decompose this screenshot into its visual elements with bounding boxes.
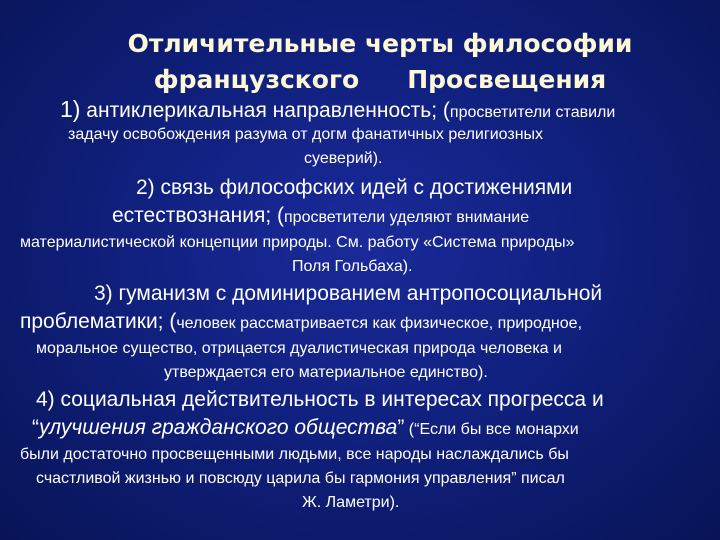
point-4-text-2: были достаточно просвещенными людьми, все народы наслаждались бы: [20, 446, 569, 463]
point-3-text-3: утверждается его материальное единство).: [164, 364, 488, 381]
point-4-text-1: (“Если бы все монархи: [404, 421, 579, 438]
point-4-heading-1: 4) социальная действительность в интересах прогресса и: [36, 388, 604, 411]
point-3-text-1: человек рассматривается как физическое, природное,: [176, 315, 583, 332]
point-4-text-4: Ж. Ламетри).: [302, 494, 400, 511]
point-4-heading-2: улучшения гражданского общества: [39, 416, 398, 439]
point-4-quote-open: “: [32, 416, 39, 439]
point-2-heading-1: 2) связь философских идей с достижениями: [136, 176, 573, 199]
point-2-heading-2: естествознания;: [112, 204, 272, 227]
point-3-heading-2: проблематики;: [20, 310, 164, 333]
point-4-quote-close: ”: [397, 416, 405, 439]
point-1-text-3: суеверий).: [304, 150, 383, 167]
point-2-line-2: [112, 204, 529, 228]
point-3-heading-1: 3) гуманизм с доминированием антропосоциальной: [94, 282, 603, 305]
point-3-paren: (: [163, 310, 177, 333]
title-line-2: [60, 62, 700, 98]
title-line-1: Отличительные черты философии: [127, 29, 633, 58]
point-2-paren: (: [271, 204, 284, 227]
point-2-text-3: Поля Гольбаха).: [292, 258, 413, 275]
title-word-enlightenment: Просвещения: [407, 65, 607, 94]
point-3-text-2: моральное существо, отрицается дуалистическая природа человека и: [36, 340, 562, 357]
point-1-text-1: просветители ставили: [449, 104, 616, 121]
point-1-line-1: [60, 96, 615, 123]
point-1-number: 1): [60, 96, 81, 122]
point-2-text-1: просветители уделяют внимание: [284, 209, 530, 226]
point-4-text-3: счастливой жизнью и повсюду царила бы гармония управления” писал: [36, 470, 565, 487]
point-1-text-2: задачу освобождения разума от догм фанатичных религиозных: [68, 126, 544, 143]
title-word-french: французского: [153, 65, 360, 94]
point-2-text-2: материалистической концепции природы. См. работу «Система природы»: [20, 234, 575, 251]
point-1-heading: антиклерикальная направленность;: [80, 99, 438, 122]
point-4-line-2: [32, 416, 579, 440]
point-3-line-2: [20, 310, 582, 334]
point-1-paren: (: [437, 99, 450, 122]
slide-title: [60, 26, 700, 98]
